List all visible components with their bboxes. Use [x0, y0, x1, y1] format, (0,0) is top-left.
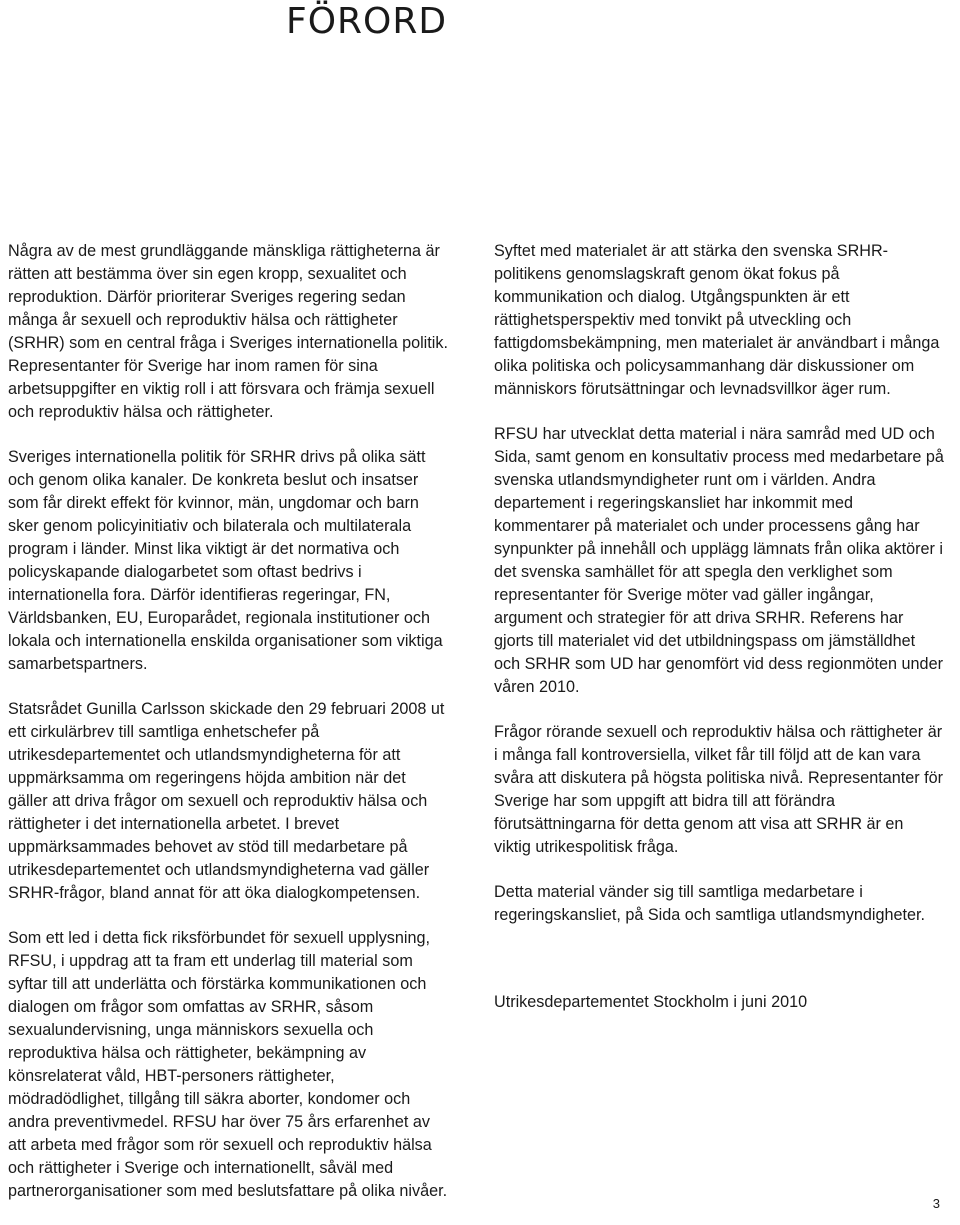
paragraph: Som ett led i detta fick riksförbundet för sexuell upplysning, RFSU, i uppdrag att ta fram ett underlag till material som syftar till att underlätta och förstärka kommunikationen och dialogen om frågor som omfattas av SRHR, såsom sexualundervisning, unga människors sexuella och reproduktiva hälsa och rättigheter, bekämpning av könsrelaterat våld, HBT-personers rättigheter, mödradödlighet, tillgång till säkra aborter, kondomer och andra preventivmedel. RFSU har över 75 års erfarenhet av att arbeta med frågor som rör sexuell och reproduktiv hälsa och rättigheter i Sverige och internationellt, såväl med partnerorganisationer som med beslutsfattare på olika nivåer. — [8, 929, 448, 1200]
paragraph: Syftet med materialet är att stärka den svenska SRHR-politikens genomslagskraft genom ökat fokus på kommunikation och dialog. Utgångspunkten är ett rättighetsperspektiv med tonvikt på utveckling och fattigdomsbekämpning, men materialet är användbart i många olika politiska och policysammanhang där diskussioner om människors förutsättningar och levnadsvillkor äger rum. — [494, 242, 940, 398]
paragraph: Några av de mest grundläggande mänskliga rättigheterna är rätten att bestämma över sin egen kropp, sexualitet och reproduktion. Därför prioriterar Sveriges regering sedan många år sexuell och reproduktiv hälsa och rättigheter (SRHR) som en central fråga i Sveriges internationella politik. Representanter för Sverige har inom ramen för sina arbetsuppgifter en viktig roll i att försvara och främja sexuell och reproduktiv hälsa och rättigheter. — [8, 242, 448, 421]
right-column — [494, 240, 944, 1036]
paragraph: Detta material vänder sig till samtliga medarbetare i regeringskansliet, på Sida och samtliga utlandsmyndigheter. — [494, 883, 926, 924]
signature: Utrikesdepartementet Stockholm i juni 2010 — [494, 993, 808, 1011]
paragraph: RFSU har utvecklat detta material i nära samråd med UD och Sida, samt genom en konsultativ process med medarbetare på svenska utlandsmyndigheter runt om i världen. Andra departement i regeringskansliet har inkommit med kommentarer på materialet och under processens gång har synpunkter på innehåll och upplägg lämnats från olika aktörer i det svenska samhället för att spegla den verklighet som representanter för Sverige möter vad gäller ingångar, argument och strategier för att driva SRHR. Referens har gjorts till materialet vid det utbildningspass om jämställdhet och SRHR som UD har genomfört vid dess regionmöten under våren 2010. — [494, 425, 944, 696]
left-column — [8, 240, 448, 1225]
paragraph: Frågor rörande sexuell och reproduktiv hälsa och rättigheter är i många fall kontroversiella, vilket får till följd att de kan vara svåra att diskutera på högsta politiska nivå. Representanter för Sverige har som uppgift att bidra till att förändra förutsättningarna för detta genom att visa att SRHR är en viktig utrikespolitisk fråga. — [494, 723, 943, 856]
paragraph: Statsrådet Gunilla Carlsson skickade den 29 februari 2008 ut ett cirkulärbrev till samtliga enhetschefer på utrikesdepartementet och utlandsmyndigheterna för att uppmärksamma om regeringens höjda ambition när det gäller att driva frågor om sexuell och reproduktiv hälsa och rättigheter i det internationella arbetet. I brevet uppmärksammades behovet av stöd till medarbetare på utrikesdepartementet och utlandsmyndigheterna vad gäller SRHR-frågor, bland annat för att öka dialogkompetensen. — [8, 700, 445, 902]
paragraph: Sveriges internationella politik för SRHR drivs på olika sätt och genom olika kanaler. De konkreta beslut och insatser som får direkt effekt för kvinnor, män, ungdomar och barn sker genom policyinitiativ och bilaterala och multilaterala program i länder. Minst lika viktigt är det normativa och policyskapande dialogarbetet som oftast bedrivs i internationella fora. Därför identifieras regeringar, FN, Världsbanken, EU, Europarådet, regionala institutioner och lokala och internationella enskilda organisationer som viktiga samarbetspartners. — [8, 448, 443, 673]
page-number: 3 — [932, 1196, 940, 1211]
page-title: FÖRORD — [286, 1, 448, 42]
